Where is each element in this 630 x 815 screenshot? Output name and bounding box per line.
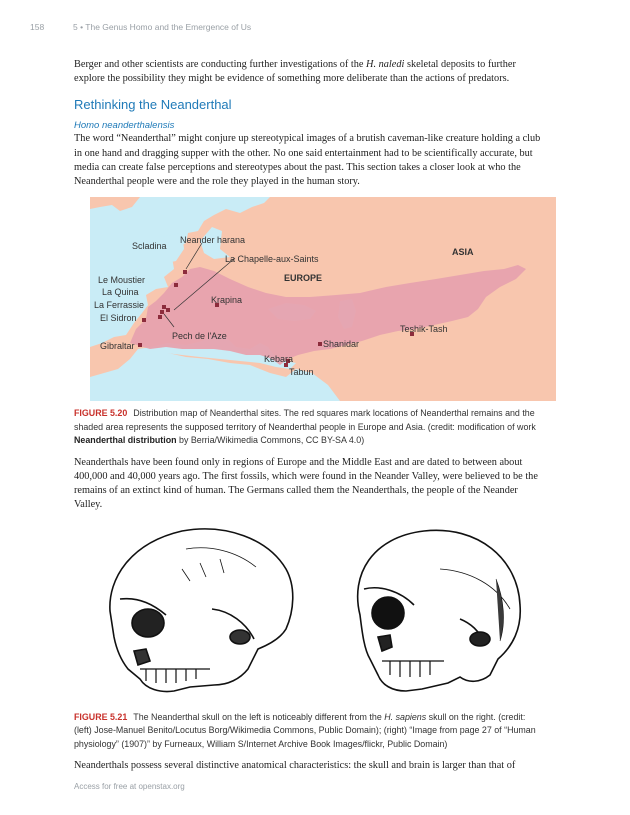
paragraph-3: Neanderthals possess several distinctive anatomical characteristics: the skull and brain is larger than that of [74, 760, 516, 772]
site-marker-shanidar [318, 342, 322, 346]
site-label-shanidar: Shanidar [323, 339, 360, 350]
intro-species-name: H. naledi [366, 59, 405, 70]
asia-label: ASIA [452, 247, 474, 258]
site-label-kebara: Kebara [264, 354, 294, 365]
paragraph-2: Neanderthals have been found only in regions of Europe and the Middle East and are dated to between about 400,000 and 40,000 years ago. The first fossils, which were found in the Neander Valley, were believed to be the remains of an extinct kind of human. The Germans called them the Neanderthals, the people of the Neander Valley. [74, 456, 538, 511]
skull-comparison-image [90, 519, 530, 705]
figure-5-20-label: FIGURE 5.20 [74, 408, 128, 419]
figure-5-20-credit: by Berria/Wikimedia Commons, CC BY-SA 4.0) [176, 435, 365, 446]
section-title: Rethinking the Neanderthal [74, 97, 232, 113]
site-label-teshik: Teshik-Tash [400, 324, 448, 335]
site-label-sidron: El Sidron [100, 313, 137, 324]
site-marker-sidron [142, 318, 146, 322]
site-label-pech: Pech de l'Aze [172, 331, 227, 342]
site-label-quina: La Quina [102, 287, 139, 298]
page-header [30, 22, 600, 36]
page-number: 158 [30, 22, 45, 32]
figure-5-20-text: Distribution map of Neanderthal sites. The red squares mark locations of Neanderthal remains and the shaded area represents the supposed territory of Neanderthal people in Europe and Asia. (credit: modification of work [74, 408, 536, 432]
skull-illustrations [90, 519, 530, 705]
site-marker-scladina [174, 283, 178, 287]
map-graphic [90, 197, 556, 401]
site-marker-quina [166, 308, 170, 312]
site-label-neander: Neander harana [180, 235, 246, 246]
figure-5-21-label: FIGURE 5.21 [74, 711, 128, 722]
site-marker-gibraltar [138, 343, 142, 347]
main-content [74, 58, 545, 773]
figure-5-21-text-1: The Neanderthal skull on the left is noticeably different from the [133, 711, 385, 722]
intro-paragraph [74, 58, 545, 86]
site-label-gibraltar: Gibraltar [100, 341, 135, 352]
site-label-chapelle: La Chapelle-aux-Saints [225, 254, 319, 265]
neanderthal-skull-drawing [110, 528, 293, 691]
chapter-title: 5 • The Genus Homo and the Emergence of Us [73, 22, 252, 32]
site-label-scladina: Scladina [132, 241, 167, 252]
europe-label: EUROPE [284, 273, 323, 284]
intro-text-2: skeletal deposits to further explore the possibility they might be evidence of something more deliberate than the actions of predators. [74, 59, 516, 85]
figure-5-21-species: H. sapiens [384, 711, 427, 722]
site-label-krapina: Krapina [211, 295, 243, 306]
figure-5-21-caption [74, 711, 545, 752]
site-label-moustier: Le Moustier [98, 275, 146, 286]
site-marker-neander [183, 270, 187, 274]
site-marker-moustier [162, 305, 166, 309]
figure-5-20-source-title: Neanderthal distribution [74, 435, 177, 446]
site-label-ferrassie: La Ferrassie [94, 300, 145, 311]
paragraph-1: The word “Neanderthal” might conjure up stereotypical images of a brutish caveman-like creature holding a club in one hand and dragging supper with the other. No one said entertainment had to be scientifically accurate, but media can create false perceptions and stereotypes about the past. This section takes a closer look at who the Neanderthal people were and the role they played in the human story. [74, 133, 541, 188]
site-label-tabun: Tabun [289, 367, 314, 378]
intro-text-1: Berger and other scientists are conducting further investigations of the [74, 59, 367, 70]
subsection-title: Homo neanderthalensis [74, 120, 175, 132]
page-footer: Access for free at openstax.org [74, 782, 185, 791]
site-marker-pech [158, 315, 162, 319]
figure-5-20-caption [74, 407, 545, 448]
figure-5-21-credit: skull on the right. (credit: (left) Jose-Manuel Benito/Locutus Borg/Wikimedia Commons, Public Domain); (right) “Image from page 27 of “Human physiology” (1907)” by Furneaux, William S/Internet Archive Book Images/flickr, Public Domain) [74, 711, 536, 749]
modern-human-skull-drawing [358, 530, 521, 691]
neanderthal-distribution-map [90, 197, 556, 401]
site-marker-ferrassie [160, 310, 164, 314]
